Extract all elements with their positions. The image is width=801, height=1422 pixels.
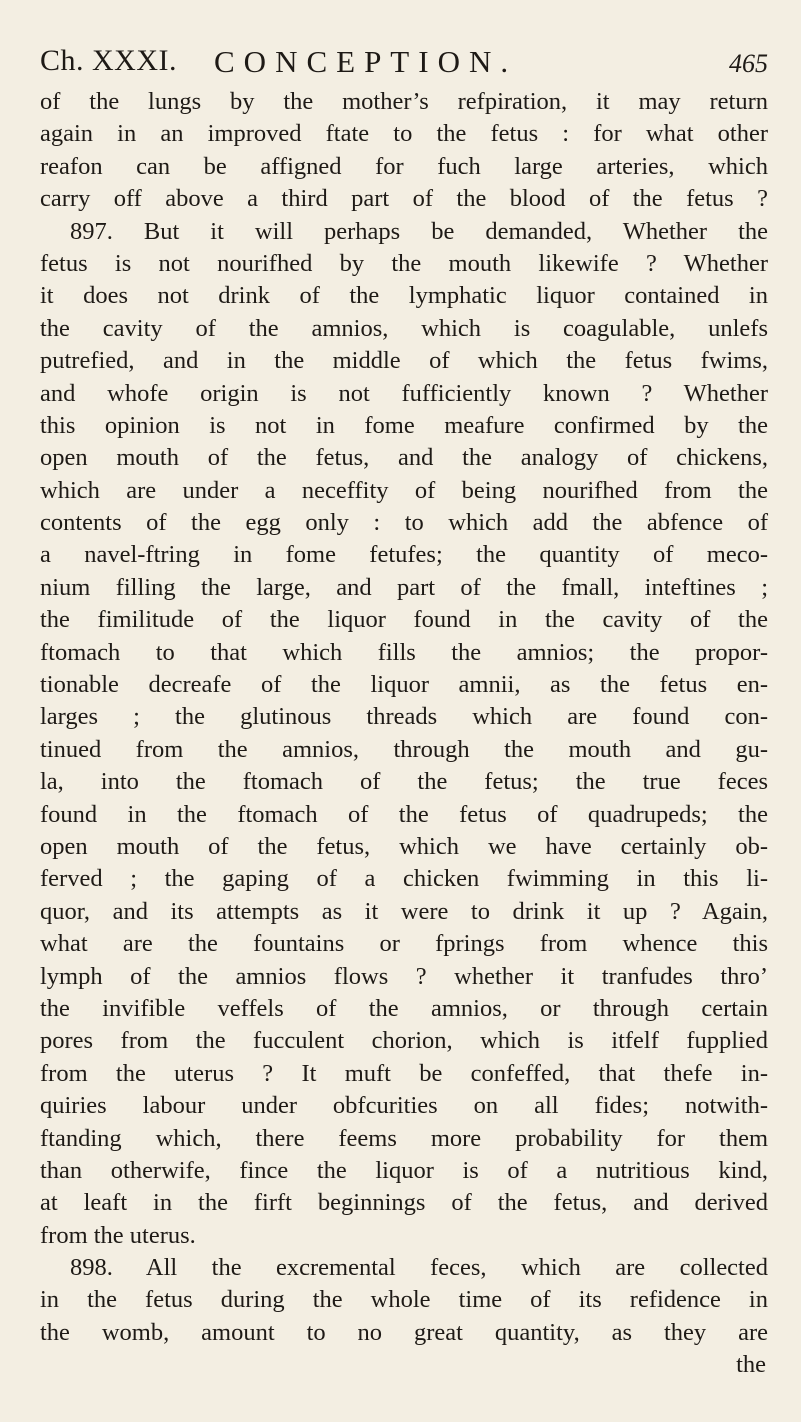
text-line: it does not drink of the lymphatic liquor contained in xyxy=(40,282,768,310)
chapter-label: Ch. XXXI. xyxy=(40,44,177,77)
page-header xyxy=(40,44,770,80)
text-line: at leaft in the firft beginnings of the fetus, and derived xyxy=(40,1189,768,1217)
text-line: la, into the ftomach of the fetus; the true feces xyxy=(40,768,768,796)
text-line: what are the fountains or fprings from whence this xyxy=(40,930,768,958)
text-line: in the fetus during the whole time of its refidence in xyxy=(40,1286,768,1314)
text-line: larges ; the glutinous threads which are found con- xyxy=(40,703,768,731)
text-line: quiries labour under obfcurities on all fides; notwith- xyxy=(40,1092,768,1120)
text-line: open mouth of the fetus, and the analogy of chickens, xyxy=(40,444,768,472)
text-line: ferved ; the gaping of a chicken fwimming in this li- xyxy=(40,865,768,893)
text-line: tionable decreafe of the liquor amnii, as the fetus en- xyxy=(40,671,768,699)
text-line: the cavity of the amnios, which is coagulable, unlefs xyxy=(40,314,768,342)
text-line: a navel-ftring in fome fetufes; the quantity of meco- xyxy=(40,541,768,569)
text-line: putrefied, and in the middle of which the fetus fwims, xyxy=(40,347,768,375)
text-line: 897. But it will perhaps be demanded, Whether the xyxy=(70,217,768,245)
body-text xyxy=(40,86,768,1382)
running-title: CONCEPTION. xyxy=(214,44,518,79)
text-line: contents of the egg only : to which add the abfence of xyxy=(40,509,768,537)
text-line: the invifible veffels of the amnios, or through certain xyxy=(40,994,768,1022)
text-line: lymph of the amnios flows ? whether it tranfudes thro’ xyxy=(40,962,768,990)
text-line: found in the ftomach of the fetus of quadrupeds; the xyxy=(40,800,768,828)
text-line: the xyxy=(736,1351,766,1379)
text-line: carry off above a third part of the blood of the fetus ? xyxy=(40,185,768,213)
text-line: from the uterus ? It muft be confeffed, that thefe in- xyxy=(40,1059,768,1087)
text-line: open mouth of the fetus, which we have certainly ob- xyxy=(40,832,768,860)
text-line: of the lungs by the mother’s refpiration, it may return xyxy=(40,88,768,115)
text-line: nium filling the large, and part of the fmall, inteftines ; xyxy=(40,573,768,601)
text-line: this opinion is not in fome meafure confirmed by the xyxy=(40,411,768,439)
text-line: ftomach to that which fills the amnios; the propor- xyxy=(40,638,768,666)
text-line: reafon can be affigned for fuch large arteries, which xyxy=(40,152,768,180)
text-line: fetus is not nourifhed by the mouth likewife ? Whether xyxy=(40,249,768,277)
text-line: than otherwife, fince the liquor is of a nutritious kind, xyxy=(40,1156,768,1184)
text-line: which are under a neceffity of being nourifhed from the xyxy=(40,476,768,504)
text-line: 898. All the excremental feces, which are collected xyxy=(70,1254,768,1282)
text-line: and whofe origin is not fufficiently known ? Whether xyxy=(40,379,768,407)
text-line: the womb, amount to no great quantity, as they are xyxy=(40,1318,768,1346)
text-line: ftanding which, there feems more probability for them xyxy=(40,1124,768,1152)
text-line: quor, and its attempts as it were to drink it up ? Again, xyxy=(40,897,768,925)
text-line: tinued from the amnios, through the mouth and gu- xyxy=(40,735,768,763)
page-number: 465 xyxy=(729,49,768,78)
text-line: again in an improved ftate to the fetus : for what other xyxy=(40,120,768,148)
text-line: pores from the fucculent chorion, which is itfelf fupplied xyxy=(40,1027,768,1055)
text-line: from the uterus. xyxy=(40,1221,196,1249)
text-line: the fimilitude of the liquor found in the cavity of the xyxy=(40,606,768,634)
